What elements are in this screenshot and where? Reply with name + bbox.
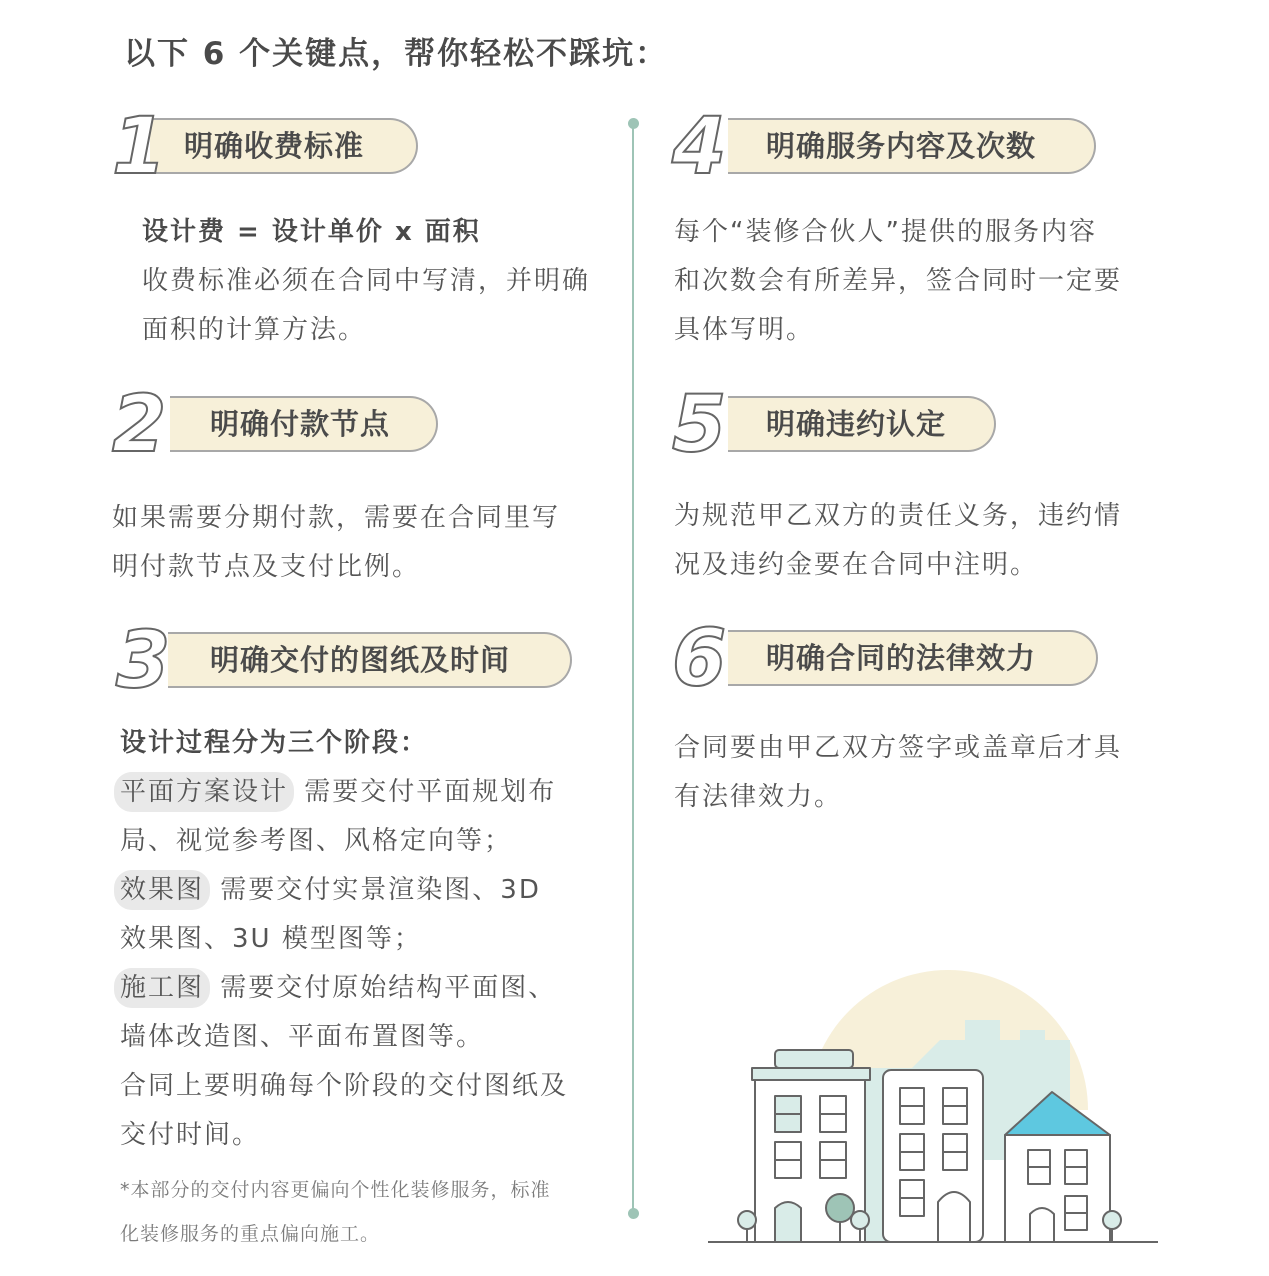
section-number: 1: [112, 102, 167, 192]
body-line: 合同上要明确每个阶段的交付图纸及: [120, 1071, 569, 1101]
section-heading: 明确交付的图纸及时间: [210, 643, 511, 677]
center-divider: [632, 124, 634, 1214]
body-line: 和次数会有所差异，签合同时一定要: [674, 266, 1123, 296]
stage-text: 需要交付平面规划布: [294, 777, 557, 807]
stage-item: [120, 768, 610, 817]
section-3-body: [120, 719, 610, 1160]
page-title: 以下 6 个关键点，帮你轻松不踩坑：: [124, 36, 669, 72]
body-line: 为规范甲乙双方的责任义务，违约情: [674, 501, 1123, 531]
section-1-body: [142, 208, 622, 355]
section-4-body: [674, 208, 1174, 355]
stages-intro: 设计过程分为三个阶段：: [120, 728, 429, 758]
body-line: 有法律效力。: [674, 782, 843, 812]
section-number: 6: [672, 614, 727, 704]
stage-item: [120, 964, 610, 1013]
stage-text-cont: 局、视觉参考图、风格定向等；: [120, 826, 513, 856]
section-heading: 明确付款节点: [210, 407, 391, 441]
stage-tag: 施工图: [114, 968, 210, 1008]
section-number: 2: [112, 380, 167, 470]
stage-text: 需要交付原始结构平面图、: [210, 973, 557, 1003]
section-2-body: [112, 494, 612, 592]
footnote-line: 化装修服务的重点偏向施工。: [120, 1223, 381, 1245]
section-2-badge: [112, 380, 442, 470]
section-heading: 明确合同的法律效力: [766, 641, 1037, 675]
section-6-badge: [672, 614, 1104, 704]
fee-formula: 设计费 = 设计单价 x 面积: [142, 217, 481, 247]
stage-item: [120, 866, 610, 915]
section-4-badge: [672, 102, 1102, 192]
stage-text: 需要交付实景渲染图、3D: [210, 875, 541, 905]
section-heading: 明确收费标准: [184, 129, 365, 163]
section-1-badge: [112, 102, 422, 192]
section-number: 5: [672, 380, 727, 470]
stage-text-cont: 效果图、3U 模型图等；: [120, 924, 422, 954]
section-heading: 明确服务内容及次数: [766, 129, 1037, 163]
body-line: 每个“装修合伙人”提供的服务内容: [674, 217, 1097, 247]
section-5-badge: [672, 380, 1002, 470]
stage-text-cont: 墙体改造图、平面布置图等。: [120, 1022, 485, 1052]
body-line: 况及违约金要在合同中注明。: [674, 550, 1039, 580]
body-line: 明付款节点及支付比例。: [112, 552, 421, 582]
section-5-body: [674, 492, 1174, 590]
divider-dot-top: [628, 118, 639, 129]
body-line: 交付时间。: [120, 1120, 261, 1150]
section-6-body: [674, 724, 1174, 822]
divider-dot-bottom: [628, 1208, 639, 1219]
section-number: 3: [116, 616, 171, 706]
footnote: [120, 1168, 600, 1256]
body-line: 合同要由甲乙双方签字或盖章后才具: [674, 733, 1123, 763]
section-heading: 明确违约认定: [766, 407, 947, 441]
footnote-line: *本部分的交付内容更偏向个性化装修服务，标准: [120, 1179, 551, 1201]
body-line: 具体写明。: [674, 315, 815, 345]
body-line: 如果需要分期付款，需要在合同里写: [112, 503, 561, 533]
section-3-badge: [116, 616, 576, 706]
city-buildings-illustration: [700, 960, 1170, 1250]
body-line: 收费标准必须在合同中写清，并明确: [142, 266, 591, 296]
body-line: 面积的计算方法。: [142, 315, 367, 345]
section-number: 4: [672, 102, 727, 192]
stage-tag: 效果图: [114, 870, 210, 910]
stage-tag: 平面方案设计: [114, 772, 294, 812]
